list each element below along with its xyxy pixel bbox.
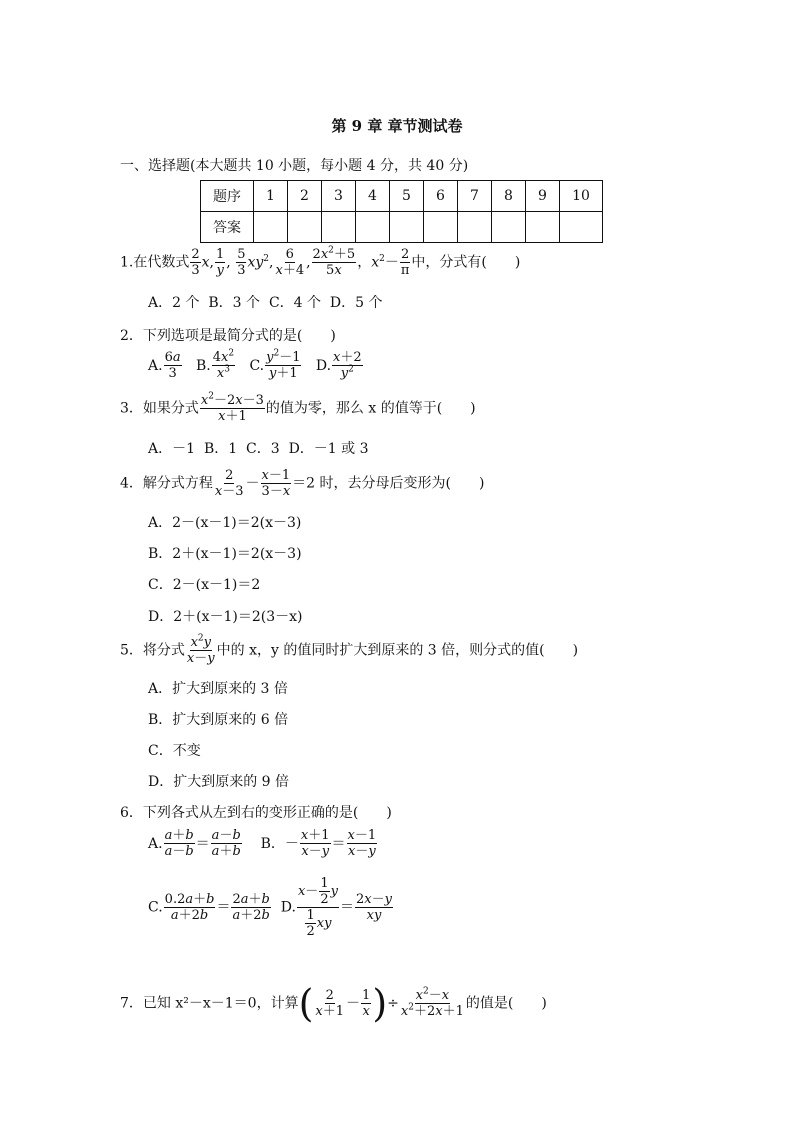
math-fraction: $\frac{x^2-2x-3}{x+1}$: [200, 391, 264, 424]
section-heading: 一、选择题(本大题共 10 小题，每小题 4 分，共 40 分): [120, 158, 469, 174]
question-3-options: [148, 438, 369, 458]
question-7: 7．已知 x²－x－1＝0，计算( $\frac{2}{x+1}$ － $\frac{1}{x}$ )÷ $\frac{x^2-x}{x^2+2x+1}$ 的值是( ): [120, 981, 547, 1026]
option-d[interactable]: D．5 个: [329, 295, 383, 311]
option-a[interactable]: A．2－(x－1)＝2(x－3): [148, 515, 302, 531]
option-a[interactable]: A．2 个: [148, 295, 200, 311]
question-text: 中，分式有( ): [411, 254, 521, 271]
question-text: ＝2 时，去分母后变形为( ): [292, 475, 485, 492]
option-c[interactable]: C．4 个: [268, 295, 322, 311]
table-cell: 9: [526, 181, 560, 212]
table-cell: 7: [458, 181, 492, 212]
option-d[interactable]: D. $\frac{x+2}{y^2}$: [315, 350, 362, 381]
question-text: 5．将分式: [120, 642, 185, 659]
question-text: 1.在代数式: [120, 254, 190, 271]
answer-cell[interactable]: [322, 212, 356, 243]
question-3: [120, 393, 476, 424]
table-cell: 8: [492, 181, 526, 212]
option-b[interactable]: B．1: [203, 441, 238, 457]
question-text: 的值为零，那么 x 的值等于( ): [265, 400, 476, 417]
question-2: 2．下列选项是最简分式的是( ): [120, 328, 336, 344]
table-row: [201, 212, 603, 243]
table-row: [201, 181, 603, 212]
answer-cell[interactable]: [526, 212, 560, 243]
answer-table: [200, 180, 603, 243]
option-a[interactable]: A．扩大到原来的 3 倍: [148, 681, 288, 697]
math-fraction: $\frac{2}{\pi}$: [400, 247, 410, 278]
option-d[interactable]: D．扩大到原来的 9 倍: [148, 774, 290, 790]
question-4: 4．解分式方程 $\frac{2}{x-3}$ － $\frac{x-1}{3-x}$ ＝2 时，去分母后变形为( ): [120, 468, 485, 499]
math-fraction: $\frac{6}{x+4}$: [275, 247, 305, 278]
option-d[interactable]: D. x－ $\frac{1}{2}$ y $\frac{1}{2}$ xy ＝ $\frac{2x-y}{xy}$: [280, 876, 392, 939]
table-cell: 题序: [201, 181, 254, 212]
table-cell: 3: [322, 181, 356, 212]
option-d[interactable]: D．－1 或 3: [288, 441, 369, 457]
option-b[interactable]: B．扩大到原来的 6 倍: [148, 712, 289, 728]
table-cell: 10: [560, 181, 603, 212]
table-cell: 5: [390, 181, 424, 212]
table-cell: 6: [424, 181, 458, 212]
answer-cell[interactable]: [288, 212, 322, 243]
answer-cell[interactable]: [492, 212, 526, 243]
math-fraction: $\frac{2x^2+5}{5x}$: [312, 245, 356, 278]
answer-cell[interactable]: [356, 212, 390, 243]
question-text: 3．如果分式: [120, 400, 199, 417]
table-cell: 4: [356, 181, 390, 212]
math-fraction: $\frac{x^2-x}{x^2+2x+1}$: [400, 986, 464, 1019]
table-cell: 1: [254, 181, 288, 212]
answer-cell[interactable]: [390, 212, 424, 243]
option-a[interactable]: A．－1: [148, 441, 196, 457]
math-fraction: $\frac{x^2y}{x-y}$: [186, 633, 215, 666]
option-b[interactable]: B．－ $\frac{x+1}{x-y}$ ＝ $\frac{x-1}{x-y}$: [260, 828, 377, 859]
math-fraction: $\frac{1}{y}$: [216, 247, 225, 278]
option-d[interactable]: D．2＋(x－1)＝2(3－x): [148, 609, 303, 625]
option-a[interactable]: A. $\frac{6a}{3}$: [148, 350, 181, 381]
option-b[interactable]: B．2＋(x－1)＝2(x－3): [148, 546, 302, 562]
math-fraction: $\frac{5}{3}$: [237, 247, 246, 278]
question-text: 的值是( ): [465, 995, 547, 1012]
option-a[interactable]: A. $\frac{a+b}{a-b}$ ＝ $\frac{a-b}{a+b}$: [148, 828, 241, 859]
question-text: 4．解分式方程: [120, 475, 213, 492]
question-1-options: [148, 292, 383, 312]
answer-cell[interactable]: [560, 212, 603, 243]
question-5: [120, 635, 578, 666]
answer-cell[interactable]: [254, 212, 288, 243]
option-b[interactable]: B．3 个: [208, 295, 261, 311]
question-1: 1.在代数式 $\frac{2}{3}$ x, $\frac{1}{y}$ , $\frac{5}{3}$ $xy^2$, $\frac{6}{x+4}$ , $\frac{2x^2+5}{5x}$ ，$x^2-$ $\frac{2}{\pi}$ 中，分式有( ): [120, 245, 521, 278]
option-c[interactable]: C. $\frac{y^2-1}{y+1}$: [249, 348, 301, 381]
option-c[interactable]: C．3: [246, 441, 280, 457]
table-cell: 答案: [201, 212, 254, 243]
page-title: 第 9 章 章节测试卷: [331, 117, 463, 135]
question-6-options-row2: [148, 876, 394, 939]
option-c[interactable]: C．2－(x－1)＝2: [148, 577, 261, 593]
table-cell: 2: [288, 181, 322, 212]
option-c[interactable]: C. $\frac{0.2a+b}{a+2b}$ ＝ $\frac{2a+b}{a+2b}$: [148, 892, 270, 923]
math-fraction: $\frac{1}{x}$: [362, 988, 371, 1019]
answer-cell[interactable]: [424, 212, 458, 243]
question-text: 中的 x，y 的值同时扩大到原来的 3 倍，则分式的值( ): [216, 642, 579, 659]
math-fraction: $\frac{2}{3}$: [191, 247, 200, 278]
math-fraction: $\frac{2}{x+1}$: [315, 988, 345, 1019]
math-fraction: $\frac{x-1}{3-x}$: [261, 468, 291, 499]
option-b[interactable]: B. $\frac{4x^2}{x^3}$: [195, 348, 235, 381]
question-6-options-row1: [148, 828, 378, 859]
question-text: 7．已知 x²－x－1＝0，计算: [120, 995, 299, 1012]
question-6: 6．下列各式从左到右的变形正确的是( ): [120, 805, 392, 821]
answer-cell[interactable]: [458, 212, 492, 243]
math-fraction: $\frac{2}{x-3}$: [214, 468, 244, 499]
option-c[interactable]: C．不变: [148, 743, 201, 759]
question-2-options: [148, 350, 364, 381]
